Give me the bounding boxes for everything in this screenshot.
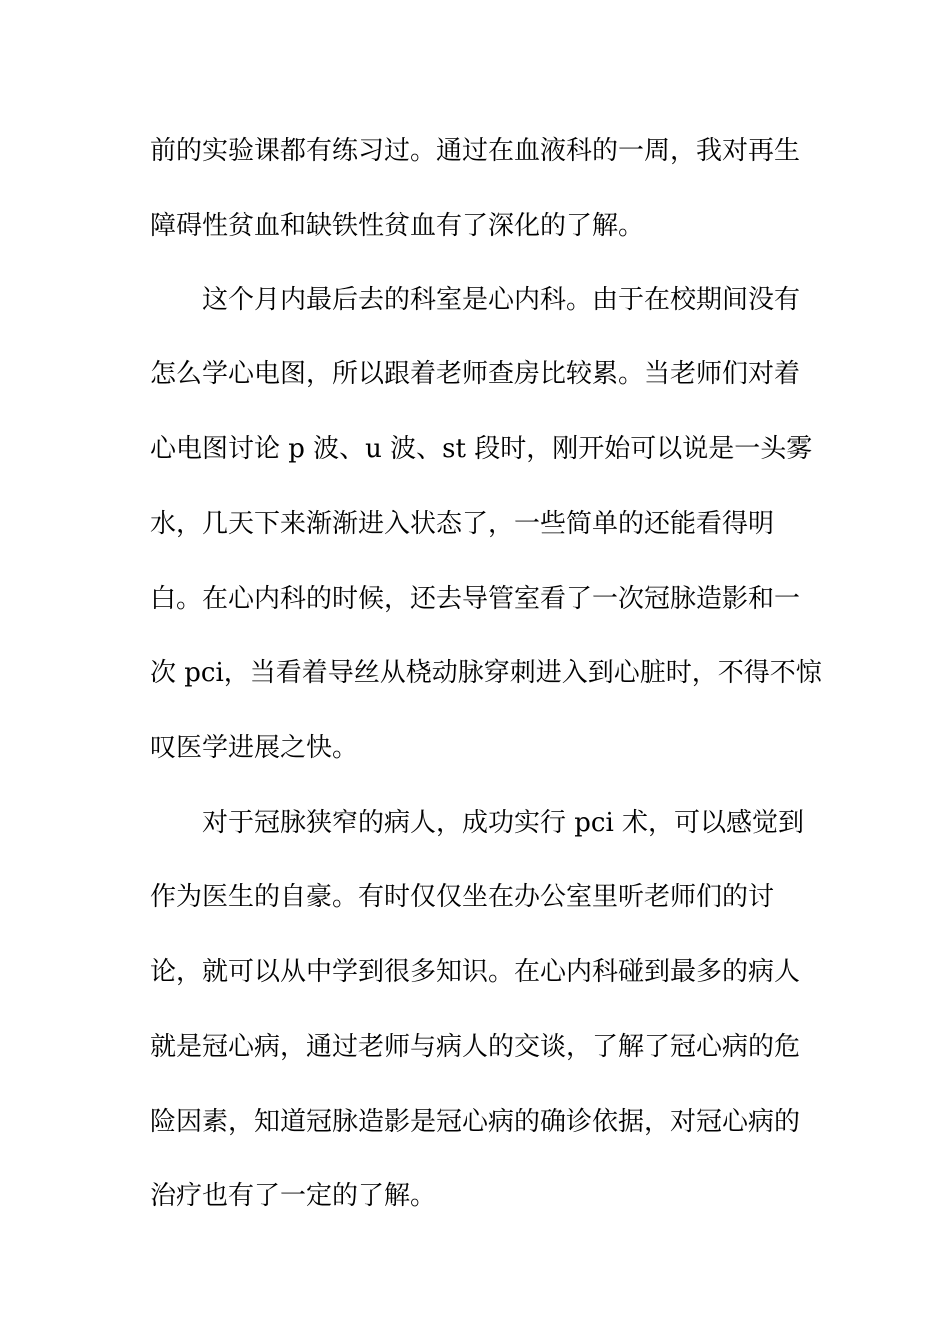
text-line: 叹医学进展之快。	[150, 733, 359, 763]
text-line: 险因素，知道冠脉造影是冠心病的确诊依据，对冠心病的	[150, 1107, 801, 1137]
text-line: 论，就可以从中学到很多知识。在心内科碰到最多的病人	[150, 957, 801, 987]
text-line: 障碍性贫血和缺铁性贫血有了深化的了解。	[150, 211, 645, 241]
text-line: 水，几天下来渐渐进入状态了，一些简单的还能看得明	[150, 509, 775, 539]
text-line: 前的实验课都有练习过。通过在血液科的一周，我对再生	[150, 136, 801, 166]
paragraph-first-line: 这个月内最后去的科室是心内科。由于在校期间没有	[202, 285, 801, 315]
text-line: 怎么学心电图，所以跟着老师查房比较累。当老师们对着	[150, 359, 801, 389]
text-line: 就是冠心病，通过老师与病人的交谈，了解了冠心病的危	[150, 1032, 801, 1062]
text-line: 治疗也有了一定的了解。	[150, 1181, 437, 1211]
text-line: 作为医生的自豪。有时仅仅坐在办公室里听老师们的讨	[150, 882, 775, 912]
paragraph-first-line: 对于冠脉狭窄的病人，成功实行 pci 术，可以感觉到	[202, 808, 805, 838]
text-line: 白。在心内科的时候，还去导管室看了一次冠脉造影和一	[150, 584, 801, 614]
text-line: 心电图讨论 p 波、u 波、st 段时，刚开始可以说是一头雾	[150, 434, 813, 464]
text-line: 次 pci，当看着导丝从桡动脉穿刺进入到心脏时，不得不惊	[150, 658, 822, 688]
